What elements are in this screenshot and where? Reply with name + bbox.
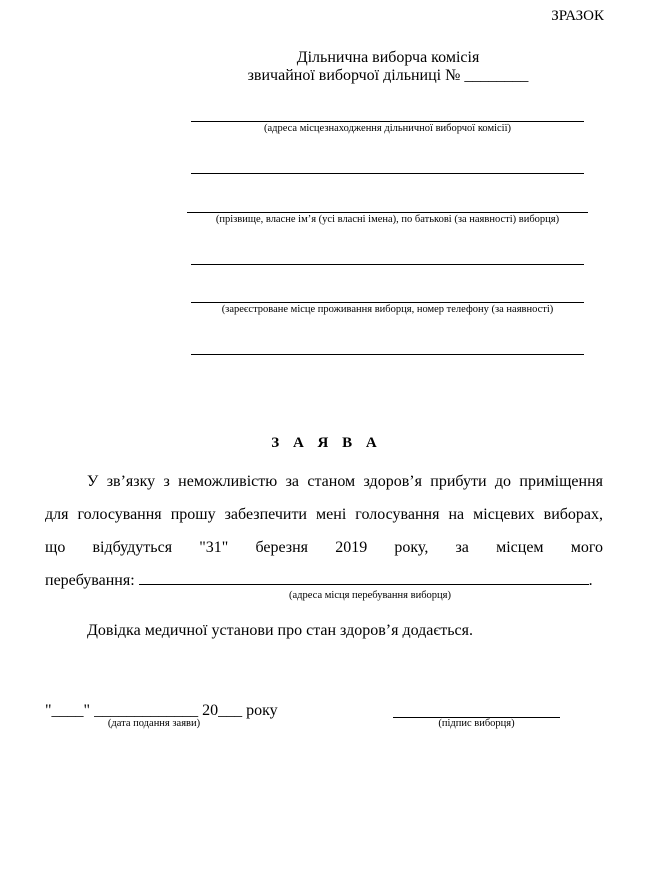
signature-caption: (підпис виборця) — [438, 718, 515, 729]
commission-address-line[interactable] — [191, 121, 584, 122]
commission-address-caption: (адреса місцезнаходження дільничної виборчої комісії) — [263, 123, 512, 134]
voter-residence-caption: (зареєстроване місце проживання виборця, номер телефону (за наявності) — [221, 304, 554, 315]
statement-body — [45, 465, 603, 597]
voter-name-line-2[interactable] — [187, 212, 588, 213]
attachment-note: Довідка медичної установи про стан здоров’я додається. — [87, 622, 473, 639]
commission-name: Дільнична виборча комісія — [296, 49, 480, 66]
stay-prefix: перебування: — [45, 572, 135, 589]
date-caption: (дата подання заяви) — [107, 718, 201, 729]
voter-residence-line-3[interactable] — [191, 354, 584, 355]
stay-suffix: . — [588, 572, 593, 589]
voter-residence-line-2[interactable] — [191, 302, 584, 303]
date-field[interactable]: "____" _____________ 20___ року — [45, 702, 278, 719]
statement-title: З А Я В А — [271, 435, 382, 451]
statement-line-1: У зв’язку з неможливістю за станом здоров’я прибути до приміщення — [87, 473, 603, 490]
voter-name-line-1[interactable] — [191, 173, 584, 174]
stay-address-field[interactable] — [139, 570, 589, 585]
voter-name-caption: (прізвище, власне ім’я (усі власні імена), по батькові (за наявності) виборця) — [215, 214, 560, 225]
voter-residence-line-1[interactable] — [191, 264, 584, 265]
statement-line-2: для голосування прошу забезпечити мені голосування на місцевих виборах, — [45, 506, 603, 523]
sample-label: ЗРАЗОК — [551, 8, 604, 24]
polling-station-number: звичайної виборчої дільниці № ________ — [247, 67, 529, 84]
statement-line-3: що відбудуться "31" березня 2019 року, за місцем мого — [45, 539, 603, 556]
stay-address-caption: (адреса місця перебування виборця) — [289, 590, 451, 601]
